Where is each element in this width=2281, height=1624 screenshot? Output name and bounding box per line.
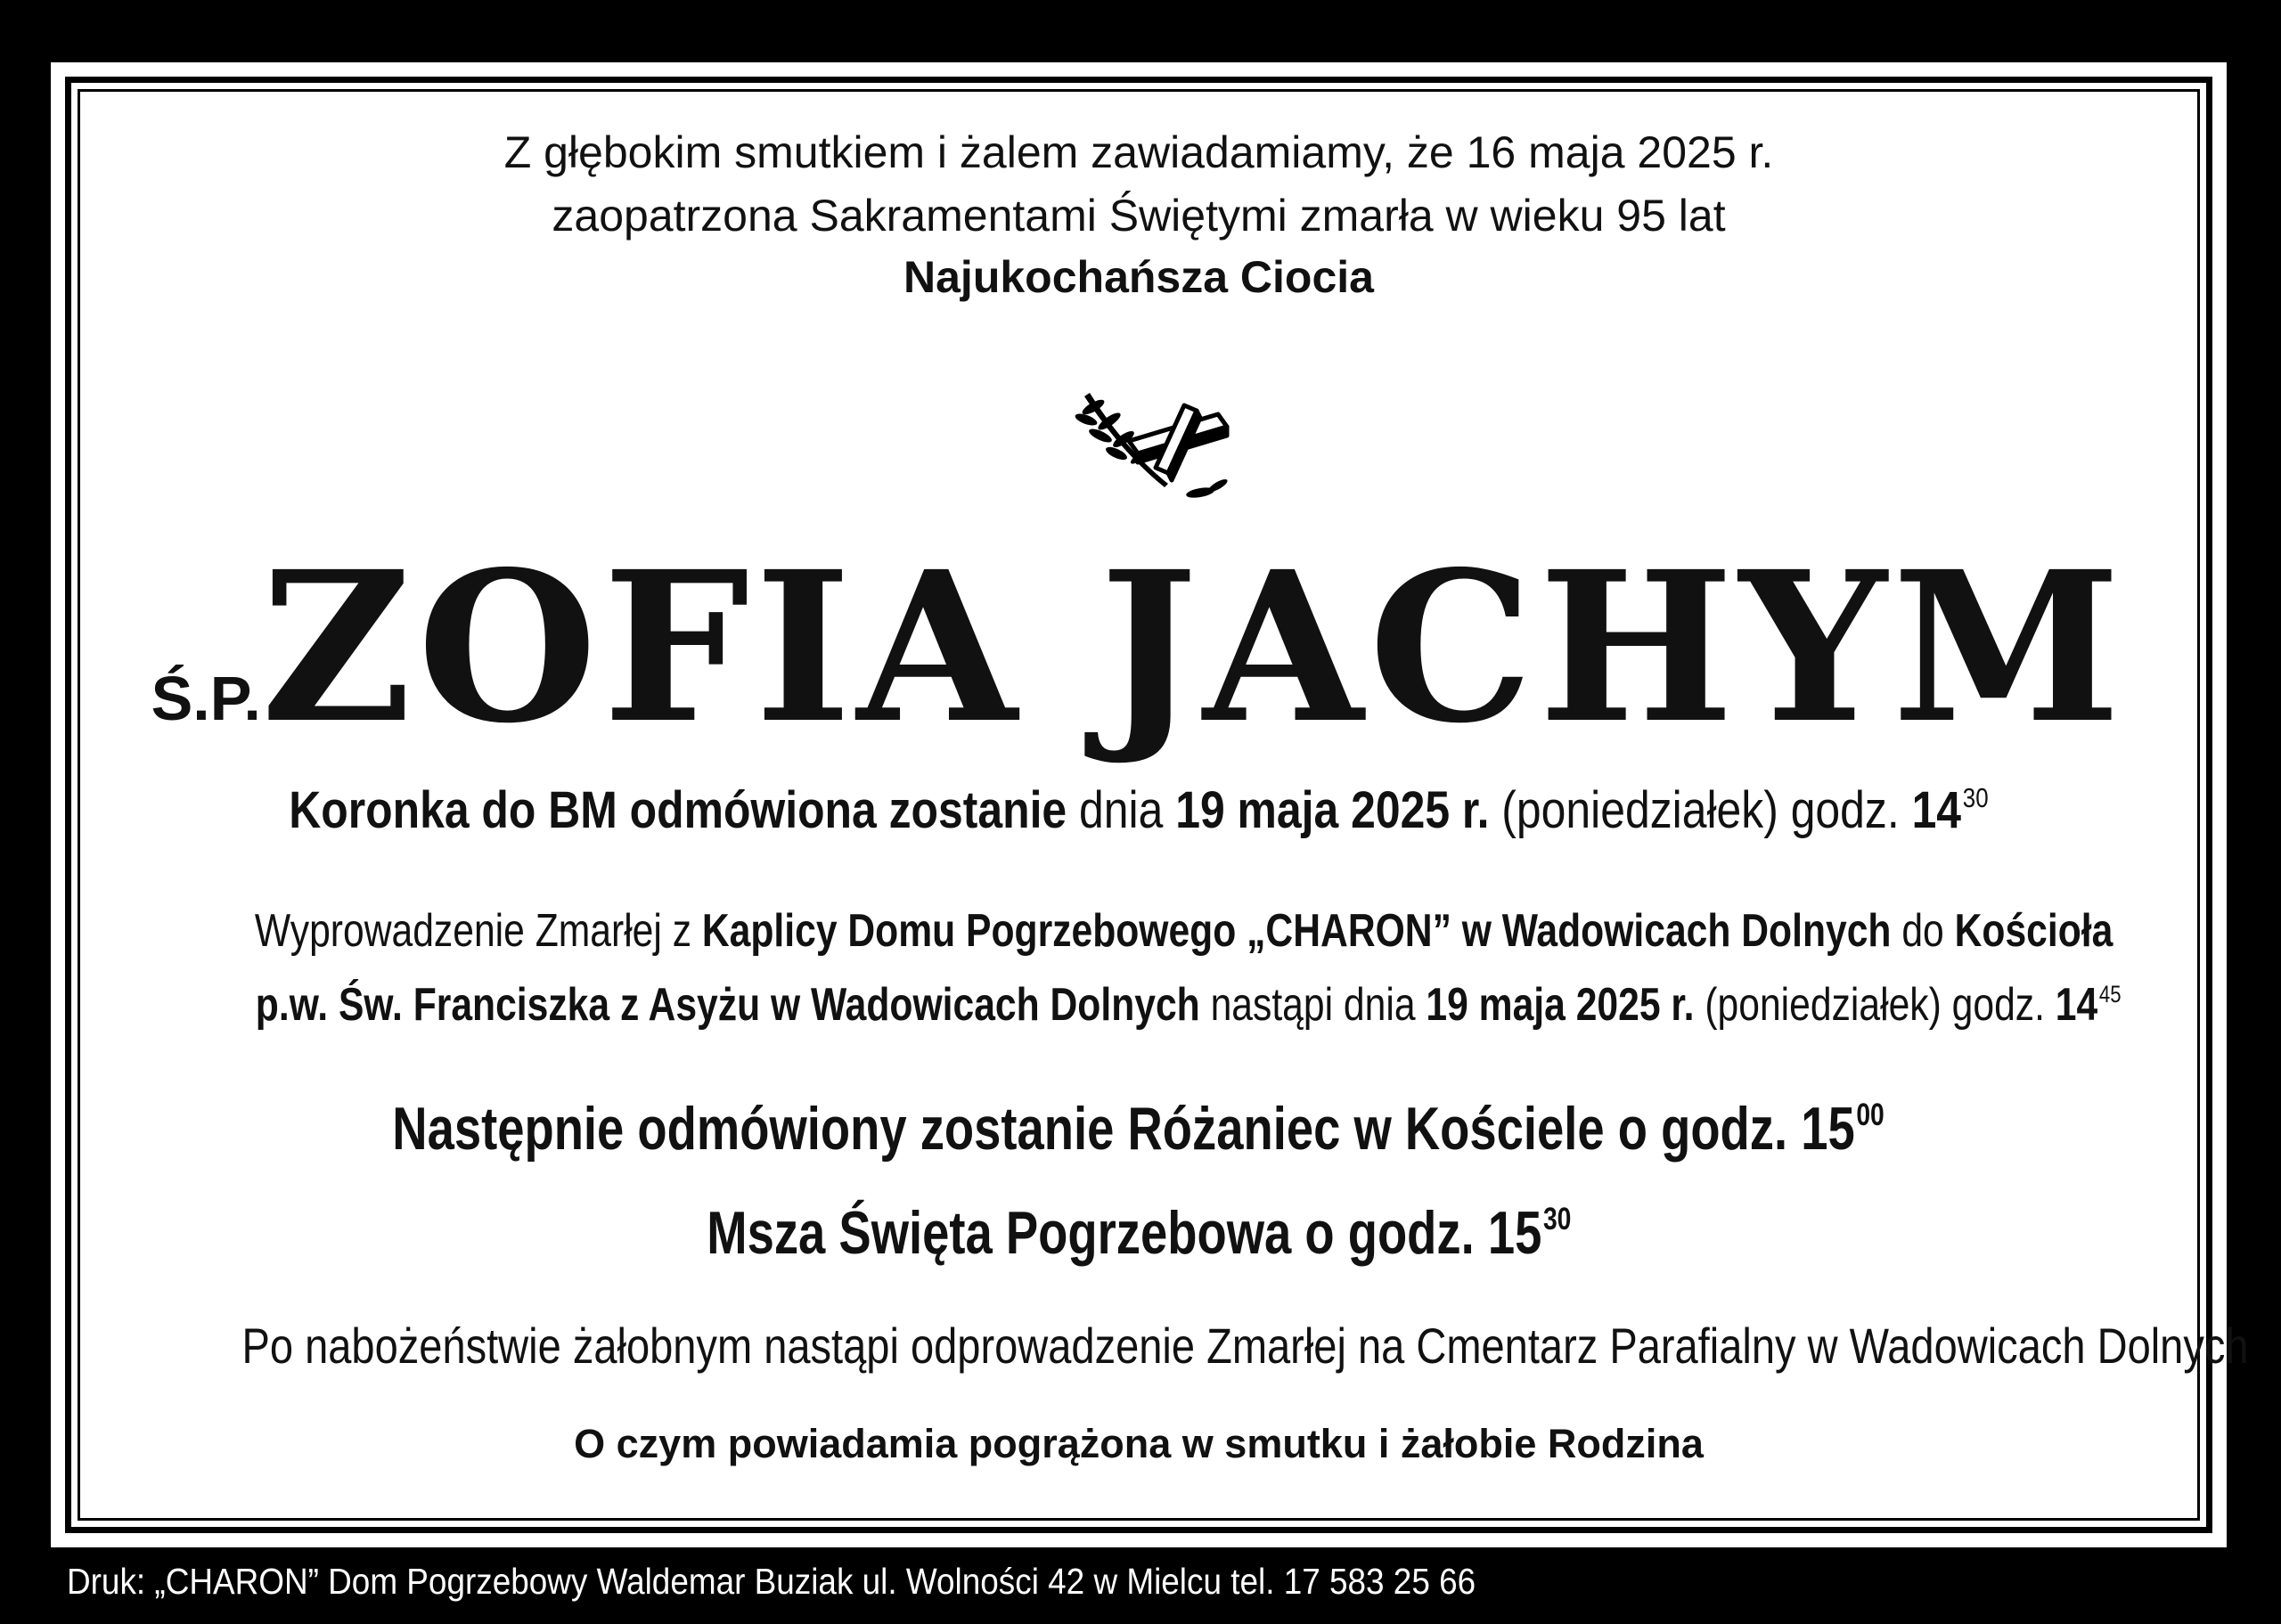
deceased-name-row: [51, 526, 2227, 769]
deceased-prefix: Ś.P.: [151, 664, 261, 733]
procession-date: 19 maja 2025 r.: [1426, 979, 1695, 1031]
procession-hour: 14: [2055, 979, 2098, 1031]
procession-to: do: [1891, 905, 1955, 957]
rosary-church-line: [51, 1094, 2227, 1163]
rosary-church-hour: 15: [1801, 1095, 1856, 1163]
intro-line-2: zaopatrzona Sakramentami Świętymi zmarła w wieku 95 lat: [552, 191, 1726, 241]
rosary-hour: 14: [1911, 781, 1962, 839]
rosary-weekday: (poniedziałek) godz.: [1489, 781, 1912, 839]
rosary-church-minute: 00: [1856, 1098, 1885, 1133]
procession-minute: 45: [2098, 980, 2122, 1008]
procession-text-2: nastąpi dnia: [1199, 979, 1427, 1031]
mass-minute: 30: [1542, 1202, 1572, 1237]
closing-line: O czym powiadamia pogrążona w smutku i żałobie Rodzina: [574, 1421, 1704, 1466]
procession-line-1: [51, 904, 2227, 958]
procession-text-1: Wyprowadzenie Zmarłej z: [254, 905, 702, 957]
printer-footer-text: Druk: „CHARON” Dom Pogrzebowy Waldemar Buziak ul. Wolności 42 w Mielcu tel. 17 583 25 66: [67, 1561, 1476, 1602]
printer-footer: [67, 1561, 1632, 1603]
burial-text: Po nabożeństwie żałobnym nastąpi odprowadzenie Zmarłej na Cmentarz Parafialny w Wadowicach Dolnych: [241, 1318, 2249, 1374]
procession-weekday: (poniedziałek) godz.: [1694, 979, 2056, 1031]
mass-line: [51, 1198, 2227, 1268]
procession-line-2: [51, 978, 2227, 1032]
rosary-minute: 30: [1962, 784, 1989, 814]
mass-hour: 15: [1487, 1199, 1541, 1267]
rosary-line: [51, 780, 2227, 840]
procession-church: Kościoła: [1954, 905, 2113, 957]
deceased-name: ZOFIA JACHYM: [260, 526, 2127, 769]
rosary-day-word: dnia: [1067, 781, 1176, 839]
intro-line-1: Z głębokim smutkiem i żalem zawiadamiamy, że 16 maja 2025 r.: [503, 127, 1774, 177]
rosary-date: 19 maja 2025 r.: [1175, 781, 1490, 839]
cross-with-palm-icon: [1067, 388, 1245, 503]
procession-chapel: Kaplicy Domu Pogrzebowego „CHARON” w Wadowicach Dolnych: [701, 905, 1892, 957]
mass-text: Msza Święta Pogrzebowa o godz.: [706, 1199, 1488, 1267]
rosary-church-text: Następnie odmówiony zostanie Różaniec w Kościele o godz.: [392, 1095, 1802, 1163]
procession-parish: p.w. Św. Franciszka z Asyżu w Wadowicach Dolnych: [255, 979, 1200, 1031]
rosary-title: Koronka do BM odmówiona zostanie: [289, 781, 1067, 839]
relation-title: Najukochańsza Ciocia: [903, 252, 1374, 302]
obituary-card: [51, 62, 2249, 1547]
burial-line: [51, 1317, 2249, 1375]
